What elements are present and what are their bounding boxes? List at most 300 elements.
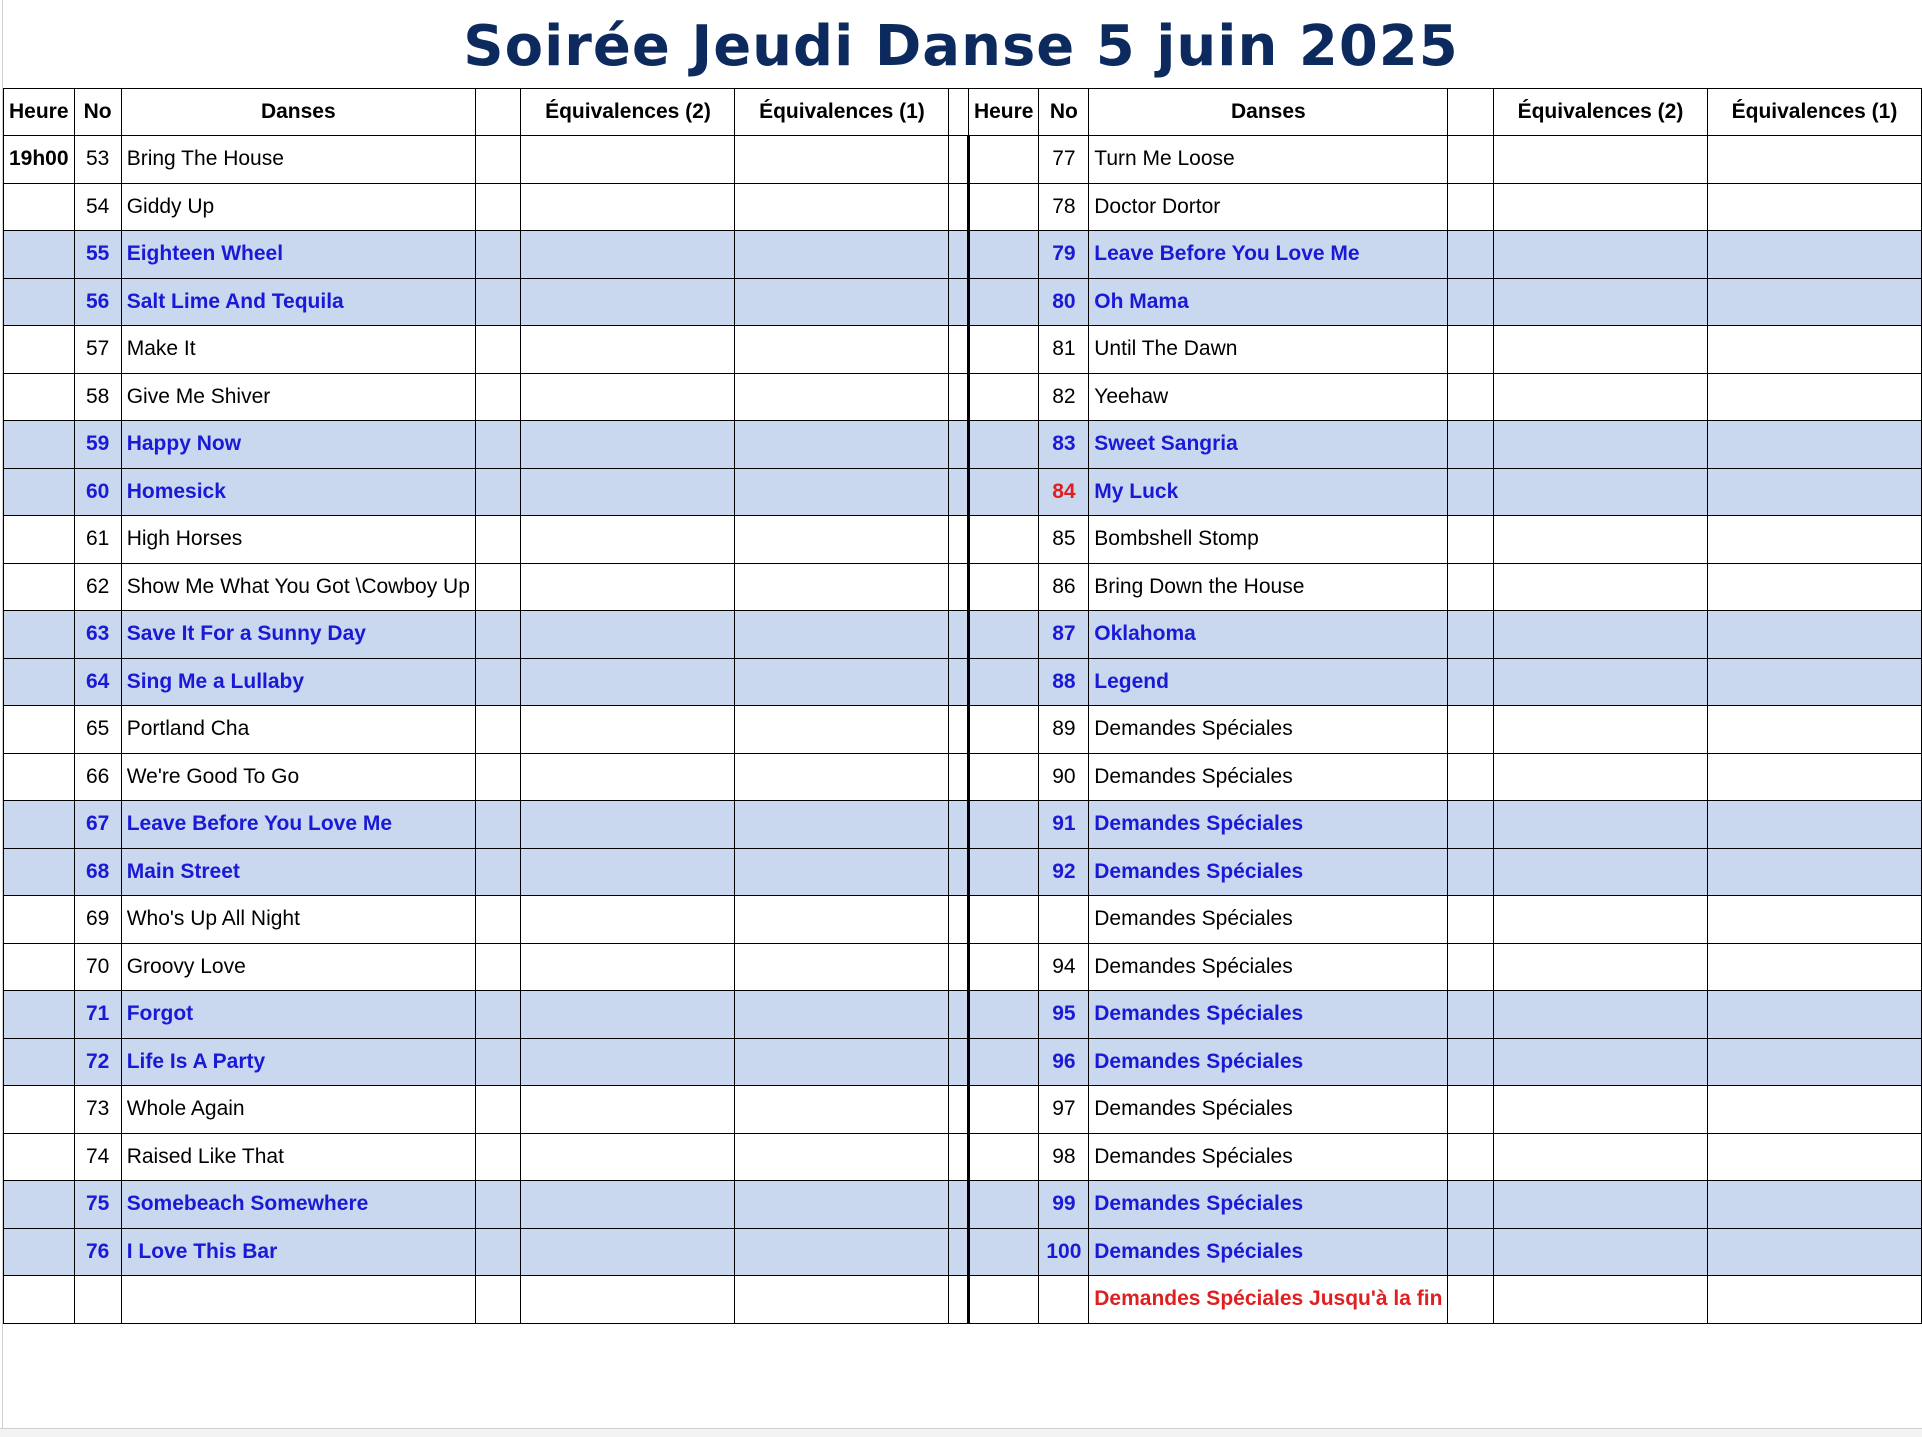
spacer-cell[interactable] bbox=[949, 658, 969, 706]
empty-cell[interactable] bbox=[475, 1181, 521, 1229]
equivalence-2-cell[interactable] bbox=[521, 136, 735, 184]
dance-number-cell[interactable]: 69 bbox=[74, 896, 121, 944]
time-cell[interactable] bbox=[968, 516, 1039, 564]
equivalence-1-cell[interactable] bbox=[1707, 611, 1921, 659]
dance-name-cell[interactable]: Eighteen Wheel bbox=[121, 231, 475, 279]
dance-name-cell[interactable]: Yeehaw bbox=[1089, 373, 1448, 421]
empty-cell[interactable] bbox=[475, 896, 521, 944]
dance-number-cell[interactable]: 100 bbox=[1039, 1228, 1089, 1276]
equivalence-1-cell[interactable] bbox=[735, 326, 949, 374]
time-cell[interactable] bbox=[968, 706, 1039, 754]
time-cell[interactable] bbox=[4, 658, 75, 706]
equivalence-2-cell[interactable] bbox=[1493, 611, 1707, 659]
dance-name-cell[interactable]: Legend bbox=[1089, 658, 1448, 706]
spacer-cell[interactable] bbox=[949, 373, 969, 421]
equivalence-2-cell[interactable] bbox=[521, 1086, 735, 1134]
time-cell[interactable] bbox=[968, 278, 1039, 326]
equivalence-2-cell[interactable] bbox=[1493, 1086, 1707, 1134]
time-cell[interactable] bbox=[968, 801, 1039, 849]
time-cell[interactable] bbox=[968, 848, 1039, 896]
dance-number-cell[interactable]: 85 bbox=[1039, 516, 1089, 564]
dance-name-cell[interactable]: Homesick bbox=[121, 468, 475, 516]
time-cell[interactable] bbox=[4, 1133, 75, 1181]
equivalence-1-cell[interactable] bbox=[735, 1038, 949, 1086]
dance-number-cell[interactable]: 91 bbox=[1039, 801, 1089, 849]
equivalence-1-cell[interactable] bbox=[1707, 516, 1921, 564]
equivalence-1-cell[interactable] bbox=[735, 1133, 949, 1181]
dance-name-cell[interactable]: Demandes Spéciales bbox=[1089, 848, 1448, 896]
dance-number-cell[interactable]: 65 bbox=[74, 706, 121, 754]
equivalence-1-cell[interactable] bbox=[1707, 373, 1921, 421]
dance-number-cell[interactable]: 62 bbox=[74, 563, 121, 611]
dance-name-cell[interactable]: Bring Down the House bbox=[1089, 563, 1448, 611]
empty-cell[interactable] bbox=[1448, 658, 1494, 706]
spacer-cell[interactable] bbox=[949, 753, 969, 801]
empty-cell[interactable] bbox=[475, 421, 521, 469]
dance-name-cell[interactable]: Demandes Spéciales bbox=[1089, 1181, 1448, 1229]
dance-name-cell[interactable]: Demandes Spéciales bbox=[1089, 1133, 1448, 1181]
equivalence-1-cell[interactable] bbox=[1707, 896, 1921, 944]
empty-cell[interactable] bbox=[475, 326, 521, 374]
time-cell[interactable] bbox=[968, 136, 1039, 184]
empty-cell[interactable] bbox=[475, 1086, 521, 1134]
empty-cell[interactable] bbox=[475, 943, 521, 991]
empty-cell[interactable] bbox=[475, 1038, 521, 1086]
empty-cell[interactable] bbox=[1448, 611, 1494, 659]
dance-name-cell[interactable]: Demandes Spéciales bbox=[1089, 1038, 1448, 1086]
equivalence-1-cell[interactable] bbox=[1707, 991, 1921, 1039]
time-cell[interactable] bbox=[968, 896, 1039, 944]
equivalence-2-cell[interactable] bbox=[521, 611, 735, 659]
time-cell[interactable] bbox=[4, 1086, 75, 1134]
equivalence-1-cell[interactable] bbox=[735, 516, 949, 564]
empty-cell[interactable] bbox=[1448, 1086, 1494, 1134]
dance-number-cell[interactable]: 67 bbox=[74, 801, 121, 849]
dance-name-cell[interactable]: Who's Up All Night bbox=[121, 896, 475, 944]
empty-cell[interactable] bbox=[1448, 991, 1494, 1039]
equivalence-1-cell[interactable] bbox=[1707, 753, 1921, 801]
equivalence-2-cell[interactable] bbox=[521, 373, 735, 421]
equivalence-1-cell[interactable] bbox=[1707, 658, 1921, 706]
dance-name-cell[interactable]: Demandes Spéciales bbox=[1089, 801, 1448, 849]
dance-number-cell[interactable]: 63 bbox=[74, 611, 121, 659]
equivalence-1-cell[interactable] bbox=[1707, 183, 1921, 231]
dance-name-cell[interactable]: Oh Mama bbox=[1089, 278, 1448, 326]
equivalence-1-cell[interactable] bbox=[735, 611, 949, 659]
spacer-cell[interactable] bbox=[949, 1086, 969, 1134]
equivalence-2-cell[interactable] bbox=[521, 1228, 735, 1276]
equivalence-2-cell[interactable] bbox=[1493, 136, 1707, 184]
equivalence-1-cell[interactable] bbox=[1707, 136, 1921, 184]
equivalence-1-cell[interactable] bbox=[735, 896, 949, 944]
equivalence-2-cell[interactable] bbox=[521, 658, 735, 706]
equivalence-1-cell[interactable] bbox=[1707, 1181, 1921, 1229]
time-cell[interactable] bbox=[4, 1276, 75, 1324]
empty-cell[interactable] bbox=[1448, 896, 1494, 944]
equivalence-1-cell[interactable] bbox=[1707, 1086, 1921, 1134]
equivalence-2-cell[interactable] bbox=[521, 896, 735, 944]
dance-number-cell[interactable] bbox=[74, 1276, 121, 1324]
dance-name-cell[interactable]: Salt Lime And Tequila bbox=[121, 278, 475, 326]
dance-number-cell[interactable] bbox=[1039, 1276, 1089, 1324]
equivalence-2-cell[interactable] bbox=[521, 278, 735, 326]
empty-cell[interactable] bbox=[475, 991, 521, 1039]
dance-name-cell[interactable]: Show Me What You Got \Cowboy Up bbox=[121, 563, 475, 611]
dance-name-cell[interactable]: Groovy Love bbox=[121, 943, 475, 991]
time-cell[interactable] bbox=[4, 563, 75, 611]
equivalence-1-cell[interactable] bbox=[735, 706, 949, 754]
equivalence-1-cell[interactable] bbox=[1707, 706, 1921, 754]
empty-cell[interactable] bbox=[1448, 326, 1494, 374]
dance-number-cell[interactable]: 92 bbox=[1039, 848, 1089, 896]
time-cell[interactable] bbox=[968, 231, 1039, 279]
equivalence-2-cell[interactable] bbox=[1493, 516, 1707, 564]
empty-cell[interactable] bbox=[1448, 1276, 1494, 1324]
equivalence-1-cell[interactable] bbox=[735, 943, 949, 991]
empty-cell[interactable] bbox=[1448, 563, 1494, 611]
dance-name-cell[interactable]: Giddy Up bbox=[121, 183, 475, 231]
equivalence-2-cell[interactable] bbox=[1493, 1276, 1707, 1324]
dance-name-cell[interactable]: Bring The House bbox=[121, 136, 475, 184]
dance-number-cell[interactable]: 75 bbox=[74, 1181, 121, 1229]
equivalence-2-cell[interactable] bbox=[1493, 563, 1707, 611]
dance-number-cell[interactable]: 84 bbox=[1039, 468, 1089, 516]
equivalence-1-cell[interactable] bbox=[735, 421, 949, 469]
empty-cell[interactable] bbox=[475, 136, 521, 184]
time-cell[interactable] bbox=[968, 1038, 1039, 1086]
equivalence-2-cell[interactable] bbox=[1493, 231, 1707, 279]
dance-name-cell[interactable]: Portland Cha bbox=[121, 706, 475, 754]
dance-number-cell[interactable]: 55 bbox=[74, 231, 121, 279]
dance-number-cell[interactable]: 89 bbox=[1039, 706, 1089, 754]
equivalence-2-cell[interactable] bbox=[521, 421, 735, 469]
equivalence-1-cell[interactable] bbox=[735, 278, 949, 326]
time-cell[interactable]: 19h00 bbox=[4, 136, 75, 184]
spacer-cell[interactable] bbox=[949, 1228, 969, 1276]
equivalence-2-cell[interactable] bbox=[1493, 991, 1707, 1039]
dance-number-cell[interactable]: 64 bbox=[74, 658, 121, 706]
equivalence-1-cell[interactable] bbox=[735, 468, 949, 516]
time-cell[interactable] bbox=[968, 611, 1039, 659]
time-cell[interactable] bbox=[4, 753, 75, 801]
empty-cell[interactable] bbox=[1448, 373, 1494, 421]
dance-number-cell[interactable]: 88 bbox=[1039, 658, 1089, 706]
empty-cell[interactable] bbox=[475, 801, 521, 849]
equivalence-1-cell[interactable] bbox=[1707, 1133, 1921, 1181]
empty-cell[interactable] bbox=[475, 373, 521, 421]
dance-name-cell[interactable]: I Love This Bar bbox=[121, 1228, 475, 1276]
time-cell[interactable] bbox=[968, 1133, 1039, 1181]
time-cell[interactable] bbox=[968, 373, 1039, 421]
dance-number-cell[interactable]: 56 bbox=[74, 278, 121, 326]
empty-cell[interactable] bbox=[1448, 421, 1494, 469]
dance-number-cell[interactable]: 90 bbox=[1039, 753, 1089, 801]
equivalence-1-cell[interactable] bbox=[1707, 943, 1921, 991]
dance-number-cell[interactable]: 70 bbox=[74, 943, 121, 991]
spacer-cell[interactable] bbox=[949, 468, 969, 516]
time-cell[interactable] bbox=[968, 991, 1039, 1039]
equivalence-1-cell[interactable] bbox=[735, 1276, 949, 1324]
equivalence-2-cell[interactable] bbox=[1493, 183, 1707, 231]
dance-name-cell[interactable]: Make It bbox=[121, 326, 475, 374]
dance-name-cell[interactable]: My Luck bbox=[1089, 468, 1448, 516]
equivalence-1-cell[interactable] bbox=[735, 848, 949, 896]
empty-cell[interactable] bbox=[1448, 183, 1494, 231]
equivalence-2-cell[interactable] bbox=[521, 1276, 735, 1324]
equivalence-1-cell[interactable] bbox=[1707, 468, 1921, 516]
empty-cell[interactable] bbox=[475, 563, 521, 611]
dance-name-cell[interactable]: Save It For a Sunny Day bbox=[121, 611, 475, 659]
empty-cell[interactable] bbox=[1448, 706, 1494, 754]
spacer-cell[interactable] bbox=[949, 183, 969, 231]
time-cell[interactable] bbox=[968, 1086, 1039, 1134]
empty-cell[interactable] bbox=[475, 231, 521, 279]
time-cell[interactable] bbox=[4, 848, 75, 896]
spacer-cell[interactable] bbox=[949, 1038, 969, 1086]
dance-number-cell[interactable]: 95 bbox=[1039, 991, 1089, 1039]
spacer-cell[interactable] bbox=[949, 326, 969, 374]
dance-number-cell[interactable]: 66 bbox=[74, 753, 121, 801]
dance-number-cell[interactable]: 57 bbox=[74, 326, 121, 374]
empty-cell[interactable] bbox=[475, 753, 521, 801]
equivalence-2-cell[interactable] bbox=[521, 706, 735, 754]
equivalence-1-cell[interactable] bbox=[735, 1181, 949, 1229]
equivalence-1-cell[interactable] bbox=[1707, 1038, 1921, 1086]
equivalence-2-cell[interactable] bbox=[1493, 801, 1707, 849]
time-cell[interactable] bbox=[4, 421, 75, 469]
dance-number-cell[interactable]: 72 bbox=[74, 1038, 121, 1086]
equivalence-2-cell[interactable] bbox=[521, 1133, 735, 1181]
time-cell[interactable] bbox=[4, 231, 75, 279]
equivalence-1-cell[interactable] bbox=[1707, 421, 1921, 469]
equivalence-2-cell[interactable] bbox=[1493, 658, 1707, 706]
equivalence-2-cell[interactable] bbox=[521, 991, 735, 1039]
dance-number-cell[interactable]: 74 bbox=[74, 1133, 121, 1181]
dance-name-cell[interactable]: Demandes Spéciales bbox=[1089, 706, 1448, 754]
dance-number-cell[interactable]: 60 bbox=[74, 468, 121, 516]
equivalence-2-cell[interactable] bbox=[1493, 753, 1707, 801]
dance-name-cell[interactable]: Until The Dawn bbox=[1089, 326, 1448, 374]
equivalence-2-cell[interactable] bbox=[1493, 1181, 1707, 1229]
time-cell[interactable] bbox=[4, 991, 75, 1039]
time-cell[interactable] bbox=[4, 896, 75, 944]
time-cell[interactable] bbox=[4, 943, 75, 991]
equivalence-1-cell[interactable] bbox=[735, 1086, 949, 1134]
equivalence-2-cell[interactable] bbox=[1493, 421, 1707, 469]
equivalence-2-cell[interactable] bbox=[1493, 943, 1707, 991]
spacer-cell[interactable] bbox=[949, 421, 969, 469]
dance-name-cell[interactable]: Doctor Dortor bbox=[1089, 183, 1448, 231]
equivalence-1-cell[interactable] bbox=[1707, 1276, 1921, 1324]
dance-name-cell[interactable]: Life Is A Party bbox=[121, 1038, 475, 1086]
dance-number-cell[interactable]: 78 bbox=[1039, 183, 1089, 231]
equivalence-2-cell[interactable] bbox=[1493, 1038, 1707, 1086]
empty-cell[interactable] bbox=[1448, 1038, 1494, 1086]
dance-number-cell[interactable]: 96 bbox=[1039, 1038, 1089, 1086]
dance-name-cell[interactable]: Demandes Spéciales bbox=[1089, 943, 1448, 991]
time-cell[interactable] bbox=[4, 611, 75, 659]
dance-name-cell[interactable]: Sweet Sangria bbox=[1089, 421, 1448, 469]
empty-cell[interactable] bbox=[475, 706, 521, 754]
empty-cell[interactable] bbox=[475, 658, 521, 706]
spacer-cell[interactable] bbox=[949, 231, 969, 279]
dance-number-cell[interactable]: 54 bbox=[74, 183, 121, 231]
dance-number-cell[interactable]: 53 bbox=[74, 136, 121, 184]
empty-cell[interactable] bbox=[475, 1228, 521, 1276]
empty-cell[interactable] bbox=[475, 183, 521, 231]
empty-cell[interactable] bbox=[1448, 1133, 1494, 1181]
dance-name-cell[interactable]: Give Me Shiver bbox=[121, 373, 475, 421]
empty-cell[interactable] bbox=[1448, 801, 1494, 849]
dance-number-cell[interactable]: 71 bbox=[74, 991, 121, 1039]
empty-cell[interactable] bbox=[475, 1133, 521, 1181]
time-cell[interactable] bbox=[4, 278, 75, 326]
equivalence-1-cell[interactable] bbox=[735, 373, 949, 421]
time-cell[interactable] bbox=[968, 1181, 1039, 1229]
equivalence-2-cell[interactable] bbox=[521, 468, 735, 516]
dance-name-cell[interactable]: Leave Before You Love Me bbox=[121, 801, 475, 849]
spacer-cell[interactable] bbox=[949, 896, 969, 944]
dance-number-cell[interactable]: 81 bbox=[1039, 326, 1089, 374]
dance-name-cell[interactable]: Main Street bbox=[121, 848, 475, 896]
time-cell[interactable] bbox=[968, 468, 1039, 516]
empty-cell[interactable] bbox=[1448, 753, 1494, 801]
dance-name-cell[interactable]: Bombshell Stomp bbox=[1089, 516, 1448, 564]
dance-number-cell[interactable]: 94 bbox=[1039, 943, 1089, 991]
spacer-cell[interactable] bbox=[949, 801, 969, 849]
dance-name-cell[interactable]: Demandes Spéciales Jusqu'à la fin bbox=[1089, 1276, 1448, 1324]
dance-number-cell[interactable]: 82 bbox=[1039, 373, 1089, 421]
dance-name-cell[interactable]: High Horses bbox=[121, 516, 475, 564]
equivalence-2-cell[interactable] bbox=[521, 231, 735, 279]
dance-number-cell[interactable]: 79 bbox=[1039, 231, 1089, 279]
spacer-cell[interactable] bbox=[949, 848, 969, 896]
equivalence-1-cell[interactable] bbox=[1707, 231, 1921, 279]
dance-number-cell[interactable]: 68 bbox=[74, 848, 121, 896]
empty-cell[interactable] bbox=[1448, 278, 1494, 326]
spacer-cell[interactable] bbox=[949, 278, 969, 326]
spacer-cell[interactable] bbox=[949, 136, 969, 184]
equivalence-1-cell[interactable] bbox=[1707, 278, 1921, 326]
equivalence-2-cell[interactable] bbox=[521, 183, 735, 231]
time-cell[interactable] bbox=[968, 1276, 1039, 1324]
empty-cell[interactable] bbox=[475, 611, 521, 659]
time-cell[interactable] bbox=[968, 563, 1039, 611]
time-cell[interactable] bbox=[4, 1228, 75, 1276]
dance-name-cell[interactable]: Demandes Spéciales bbox=[1089, 896, 1448, 944]
spacer-cell[interactable] bbox=[949, 943, 969, 991]
dance-number-cell[interactable]: 99 bbox=[1039, 1181, 1089, 1229]
dance-name-cell[interactable]: Demandes Spéciales bbox=[1089, 991, 1448, 1039]
equivalence-2-cell[interactable] bbox=[521, 943, 735, 991]
equivalence-2-cell[interactable] bbox=[1493, 1133, 1707, 1181]
dance-name-cell[interactable] bbox=[121, 1276, 475, 1324]
dance-name-cell[interactable]: Whole Again bbox=[121, 1086, 475, 1134]
empty-cell[interactable] bbox=[1448, 1181, 1494, 1229]
spacer-cell[interactable] bbox=[949, 611, 969, 659]
time-cell[interactable] bbox=[968, 943, 1039, 991]
dance-name-cell[interactable]: Turn Me Loose bbox=[1089, 136, 1448, 184]
equivalence-1-cell[interactable] bbox=[735, 563, 949, 611]
dance-number-cell[interactable]: 76 bbox=[74, 1228, 121, 1276]
spacer-cell[interactable] bbox=[949, 991, 969, 1039]
equivalence-1-cell[interactable] bbox=[1707, 563, 1921, 611]
dance-name-cell[interactable]: Oklahoma bbox=[1089, 611, 1448, 659]
equivalence-1-cell[interactable] bbox=[735, 801, 949, 849]
empty-cell[interactable] bbox=[475, 1276, 521, 1324]
empty-cell[interactable] bbox=[475, 848, 521, 896]
time-cell[interactable] bbox=[4, 468, 75, 516]
dance-name-cell[interactable]: Demandes Spéciales bbox=[1089, 1086, 1448, 1134]
dance-number-cell[interactable]: 83 bbox=[1039, 421, 1089, 469]
dance-number-cell[interactable]: 59 bbox=[74, 421, 121, 469]
dance-name-cell[interactable]: Raised Like That bbox=[121, 1133, 475, 1181]
equivalence-2-cell[interactable] bbox=[521, 848, 735, 896]
equivalence-2-cell[interactable] bbox=[1493, 1228, 1707, 1276]
spacer-cell[interactable] bbox=[949, 516, 969, 564]
equivalence-1-cell[interactable] bbox=[735, 231, 949, 279]
dance-name-cell[interactable]: Demandes Spéciales bbox=[1089, 1228, 1448, 1276]
equivalence-1-cell[interactable] bbox=[1707, 326, 1921, 374]
dance-name-cell[interactable]: Somebeach Somewhere bbox=[121, 1181, 475, 1229]
equivalence-2-cell[interactable] bbox=[521, 563, 735, 611]
equivalence-2-cell[interactable] bbox=[521, 516, 735, 564]
equivalence-1-cell[interactable] bbox=[1707, 848, 1921, 896]
time-cell[interactable] bbox=[4, 1181, 75, 1229]
time-cell[interactable] bbox=[4, 801, 75, 849]
equivalence-2-cell[interactable] bbox=[1493, 468, 1707, 516]
time-cell[interactable] bbox=[968, 753, 1039, 801]
empty-cell[interactable] bbox=[1448, 516, 1494, 564]
dance-number-cell[interactable]: 98 bbox=[1039, 1133, 1089, 1181]
dance-number-cell[interactable]: 77 bbox=[1039, 136, 1089, 184]
dance-number-cell[interactable]: 80 bbox=[1039, 278, 1089, 326]
time-cell[interactable] bbox=[968, 183, 1039, 231]
equivalence-1-cell[interactable] bbox=[735, 136, 949, 184]
equivalence-1-cell[interactable] bbox=[735, 753, 949, 801]
equivalence-2-cell[interactable] bbox=[521, 801, 735, 849]
time-cell[interactable] bbox=[4, 326, 75, 374]
equivalence-1-cell[interactable] bbox=[1707, 801, 1921, 849]
time-cell[interactable] bbox=[968, 326, 1039, 374]
equivalence-2-cell[interactable] bbox=[1493, 706, 1707, 754]
dance-name-cell[interactable]: Sing Me a Lullaby bbox=[121, 658, 475, 706]
spacer-cell[interactable] bbox=[949, 706, 969, 754]
equivalence-2-cell[interactable] bbox=[521, 326, 735, 374]
empty-cell[interactable] bbox=[1448, 136, 1494, 184]
equivalence-2-cell[interactable] bbox=[1493, 278, 1707, 326]
time-cell[interactable] bbox=[968, 1228, 1039, 1276]
time-cell[interactable] bbox=[4, 706, 75, 754]
equivalence-1-cell[interactable] bbox=[735, 183, 949, 231]
time-cell[interactable] bbox=[4, 183, 75, 231]
dance-number-cell[interactable]: 97 bbox=[1039, 1086, 1089, 1134]
time-cell[interactable] bbox=[968, 421, 1039, 469]
spacer-cell[interactable] bbox=[949, 1181, 969, 1229]
dance-number-cell[interactable]: 73 bbox=[74, 1086, 121, 1134]
empty-cell[interactable] bbox=[1448, 1228, 1494, 1276]
equivalence-1-cell[interactable] bbox=[1707, 1228, 1921, 1276]
dance-name-cell[interactable]: We're Good To Go bbox=[121, 753, 475, 801]
equivalence-1-cell[interactable] bbox=[735, 658, 949, 706]
time-cell[interactable] bbox=[4, 516, 75, 564]
equivalence-1-cell[interactable] bbox=[735, 991, 949, 1039]
time-cell[interactable] bbox=[968, 658, 1039, 706]
dance-name-cell[interactable]: Happy Now bbox=[121, 421, 475, 469]
dance-name-cell[interactable]: Forgot bbox=[121, 991, 475, 1039]
empty-cell[interactable] bbox=[1448, 943, 1494, 991]
equivalence-2-cell[interactable] bbox=[1493, 848, 1707, 896]
